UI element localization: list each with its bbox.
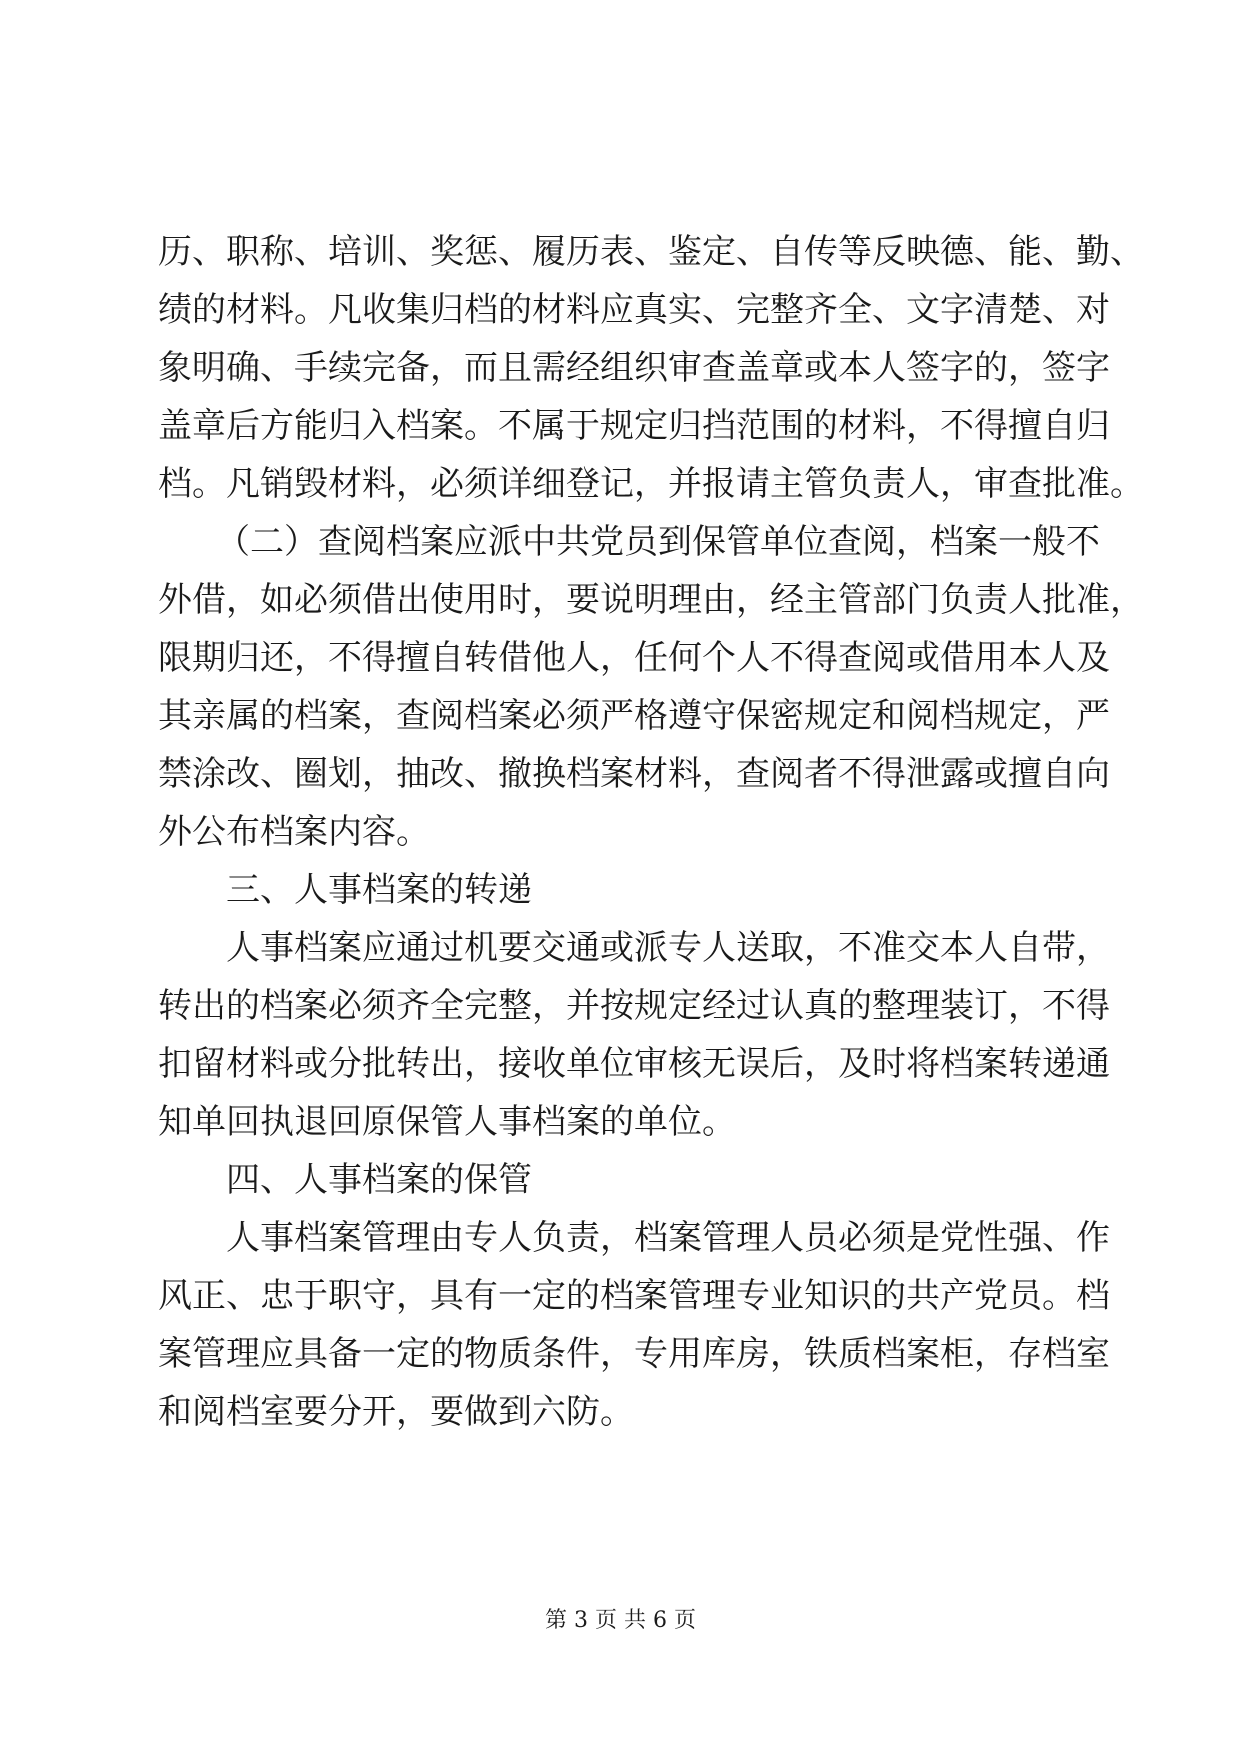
text-line: 外公布档案内容。 xyxy=(158,812,430,852)
text-line: 知单回执退回原保管人事档案的单位。 xyxy=(158,1102,736,1142)
text-line: 历、职称、培训、奖惩、履历表、鉴定、自传等反映德、能、勤、 xyxy=(158,232,1144,272)
paragraph-start-line: （二）查阅档案应派中共党员到保管单位查阅，档案一般不 xyxy=(216,522,1100,562)
page-footer: 第 3 页 共 6 页 xyxy=(545,1608,696,1633)
paragraph-start-line: 人事档案应通过机要交通或派专人送取，不准交本人自带， xyxy=(226,928,1110,968)
text-line: 外借，如必须借出使用时，要说明理由，经主管部门负责人批准， xyxy=(158,580,1144,620)
text-line: 其亲属的档案，查阅档案必须严格遵守保密规定和阅档规定，严 xyxy=(158,696,1110,736)
text-line: 风正、忠于职守，具有一定的档案管理专业知识的共产党员。档 xyxy=(158,1276,1110,1316)
text-line: 象明确、手续完备，而且需经组织审查盖章或本人签字的，签字 xyxy=(158,348,1110,388)
section-heading: 三、人事档案的转递 xyxy=(226,870,532,910)
section-heading: 四、人事档案的保管 xyxy=(226,1160,532,1200)
text-line: 绩的材料。凡收集归档的材料应真实、完整齐全、文字清楚、对 xyxy=(158,290,1110,330)
text-line: 转出的档案必须齐全完整，并按规定经过认真的整理装订，不得 xyxy=(158,986,1110,1026)
text-line: 和阅档室要分开，要做到六防。 xyxy=(158,1392,634,1432)
text-line: 盖章后方能归入档案。不属于规定归挡范围的材料，不得擅自归 xyxy=(158,406,1110,446)
paragraph-start-line: 人事档案管理由专人负责，档案管理人员必须是党性强、作 xyxy=(226,1218,1110,1258)
text-line: 限期归还，不得擅自转借他人，任何个人不得查阅或借用本人及 xyxy=(158,638,1110,678)
text-line: 案管理应具备一定的物质条件，专用库房，铁质档案柜，存档室 xyxy=(158,1334,1110,1374)
text-line: 禁涂改、圈划，抽改、撤换档案材料，查阅者不得泄露或擅自向 xyxy=(158,754,1110,794)
text-line: 扣留材料或分批转出，接收单位审核无误后，及时将档案转递通 xyxy=(158,1044,1110,1084)
text-line: 档。凡销毁材料，必须详细登记，并报请主管负责人，审查批准。 xyxy=(158,464,1144,504)
